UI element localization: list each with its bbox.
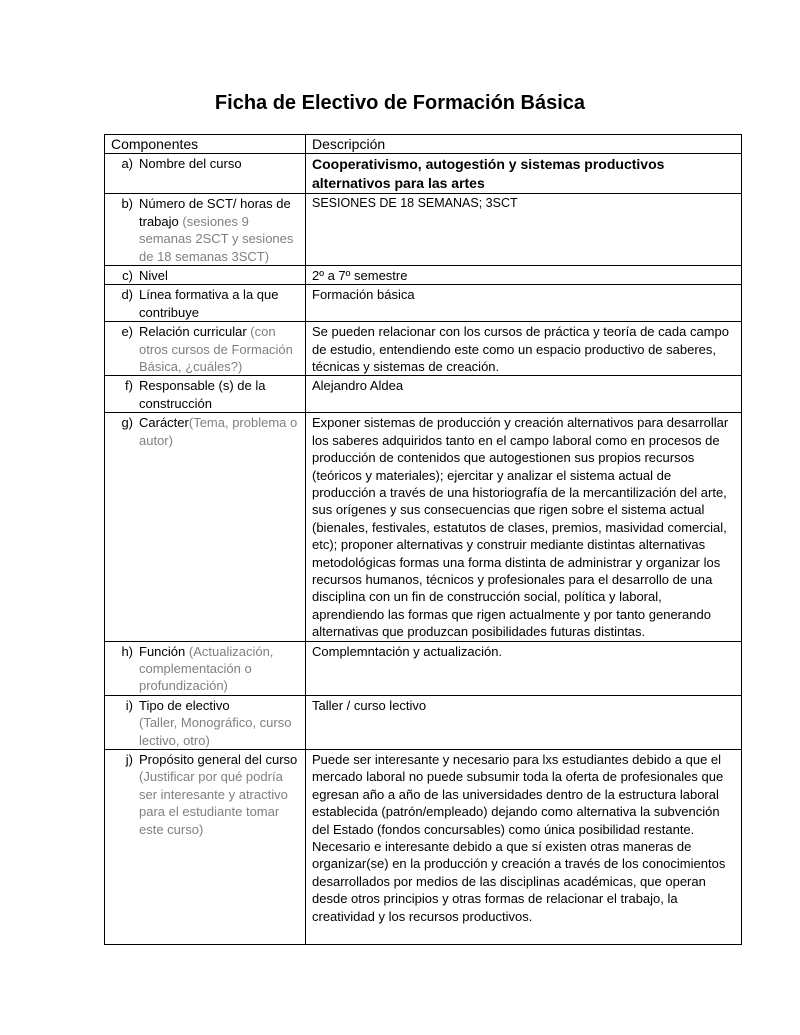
description-cell	[306, 413, 742, 641]
component-hint: (con otros cursos de Formación Básica, ¿cuáles?)	[139, 324, 293, 375]
document-title: Ficha de Electivo de Formación Básica	[214, 92, 586, 114]
row-proposito	[105, 750, 742, 945]
component-cell	[105, 285, 306, 322]
component-cell	[105, 376, 306, 413]
component-cell	[105, 641, 306, 695]
row-letter: e)	[121, 324, 133, 340]
component-label: Propósito general del curso	[139, 752, 298, 767]
component-cell	[105, 695, 306, 749]
description-text: Exponer sistemas de producción y creación alternativos para desarrollar los saberes adquiridos tanto en el campo laboral como en procesos de producción de contenidos que autogestionen sus propios recursos (teóricos y materiales); ejercitar y analizar el sistema actual de producción a través de una historiografía de la mercantilización del arte, sus orígenes y sus consecuencias que rigen sobre el sistema actual (bienales, festivales, estatutos de clases, premios, masividad comercial, etc); proponer alternativas y construir mediante distintas alternativas metodológicas formas una forma distinta de administrar y organizar los recursos humanos, técnicos y profesionales para el desarrollo de una disciplina con un fin de construcción social, política y laboral, aprendiendo las formas que rigen actualmente y por tanto generando alternativas que produzcan posibilidades futuras distintas.	[312, 415, 729, 640]
component-cell	[105, 194, 306, 266]
header-descripcion: Descripción	[306, 135, 742, 154]
description-text: Se pueden relacionar con los cursos de práctica y teoría de cada campo de estudio, entendiendo este como un espacio productivo de saberes, técnicas y sistemas de creación.	[312, 324, 729, 375]
component-hint: (Tema, problema o autor)	[139, 415, 298, 448]
component-label: Número de SCT/ horas de trabajo	[139, 196, 291, 229]
component-cell	[105, 154, 306, 194]
component-cell	[105, 413, 306, 641]
row-linea-formativa	[105, 285, 742, 322]
row-letter: f)	[125, 378, 133, 394]
description-cell	[306, 322, 742, 376]
row-letter: a)	[121, 156, 133, 172]
component-hint: (sesiones 9 semanas 2SCT y sesiones de 18 semanas 3SCT)	[139, 213, 294, 264]
row-letter: b)	[121, 196, 133, 212]
component-label: Tipo de electivo	[139, 697, 230, 713]
component-label: Carácter	[139, 415, 189, 431]
component-cell	[105, 266, 306, 285]
description-text: SESIONES DE 18 SEMANAS; 3SCT	[312, 196, 518, 211]
row-relacion-curricular	[105, 322, 742, 376]
row-nombre-curso	[105, 154, 742, 194]
component-label: Responsable (s) de la construcción	[139, 378, 266, 411]
description-text: 2º a 7º semestre	[312, 268, 408, 284]
description-cell	[306, 750, 742, 945]
component-label: Nivel	[139, 268, 168, 284]
row-funcion	[105, 641, 742, 695]
description-cell	[306, 285, 742, 322]
row-letter: i)	[125, 697, 133, 713]
component-hint: (Taller, Monográfico, curso lectivo, otro)	[139, 715, 292, 748]
row-letter: d)	[121, 287, 133, 303]
description-text: Puede ser interesante y necesario para lxs estudiantes debido a que el mercado laboral no puede subsumir toda la oferta de profesionales que egresan año a año de las universidades dentro de la estructura laboral establecida (patrón/empleado) dejando como alternativa la subvención del Estado (fondos concursables) como única posibilidad restante. Necesario e interesante debido a que sí existen otras maneras de organizar(se) en la producción y creación a través de los conocimientos desarrollados por medios de las disciplinas académicas, que operan desde otros principios y otras formas de relacionar el trabajo, la creatividad y los recursos productivos.	[312, 752, 726, 924]
course-name: Cooperativismo, autogestión y sistemas productivos alternativos para las artes	[312, 156, 665, 192]
component-label: Línea formativa a la que contribuye	[139, 287, 279, 320]
component-cell	[105, 322, 306, 376]
description-cell	[306, 376, 742, 413]
description-cell	[306, 154, 742, 194]
description-text: Formación básica	[312, 287, 415, 303]
component-label: Función	[139, 643, 186, 659]
description-text: Taller / curso lectivo	[312, 697, 427, 713]
description-cell	[306, 194, 742, 266]
description-cell	[306, 695, 742, 749]
component-hint: (Actualización, complementación o profundización)	[139, 643, 274, 694]
description-text: Alejandro Aldea	[312, 378, 404, 394]
header-row	[105, 135, 742, 154]
header-componentes: Componentes	[105, 135, 306, 154]
course-form-table	[104, 134, 742, 945]
row-tipo-electivo	[105, 695, 742, 749]
row-caracter	[105, 413, 742, 641]
row-letter: j)	[125, 752, 133, 767]
row-sct-horas	[105, 194, 742, 266]
description-cell	[306, 641, 742, 695]
description-text: Complemntación y actualización.	[312, 643, 503, 659]
row-letter: h)	[121, 643, 133, 659]
row-nivel	[105, 266, 742, 285]
component-label: Nombre del curso	[139, 156, 242, 172]
row-letter: c)	[122, 268, 133, 284]
row-letter: g)	[121, 415, 133, 431]
description-cell	[306, 266, 742, 285]
row-responsable	[105, 376, 742, 413]
component-hint: (Justificar por qué podría ser interesante y atractivo para el estudiante tomar este curso)	[139, 769, 288, 837]
component-cell	[105, 750, 306, 945]
component-label: Relación curricular	[139, 324, 247, 340]
